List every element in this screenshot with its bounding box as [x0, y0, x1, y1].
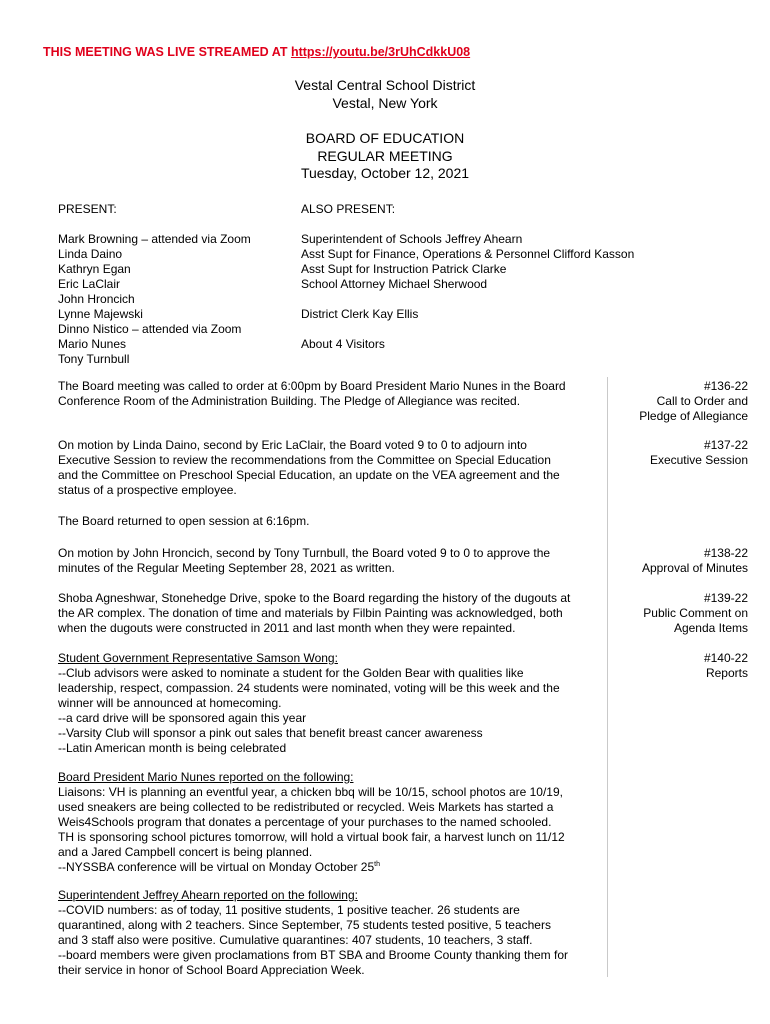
paragraph-line: TH is sponsoring school pictures tomorrow, will hold a virtual book fair, a harvest lunch on 11/12	[58, 830, 565, 844]
paragraph-line: On motion by Linda Daino, second by Eric LaClair, the Board voted 9 to 0 to adjourn into	[58, 438, 527, 452]
side-note	[608, 651, 748, 681]
side-note	[608, 438, 748, 468]
also-present-label: ALSO PRESENT:	[301, 202, 396, 216]
resolution-title: Reports	[705, 666, 748, 680]
resolution-number: #137-22	[703, 438, 748, 452]
executive-session-paragraph	[58, 438, 603, 498]
paragraph-line: Executive Session to review the recommendations from the Committee on Special Education	[58, 453, 551, 467]
ordinal-suffix: th	[374, 861, 380, 868]
paragraph-line: The Board returned to open session at 6:16pm.	[58, 514, 310, 528]
public-comment-paragraph	[58, 591, 603, 636]
resolution-title: Agenda Items	[673, 621, 748, 635]
paragraph-line: used sneakers are being collected to be redistributed or recycled. Weis Markets has started a	[58, 800, 554, 814]
also-present-list	[301, 232, 634, 352]
returned-paragraph	[58, 514, 603, 529]
staff-name: School Attorney Michael Sherwood	[301, 277, 488, 291]
student-rep-report	[58, 651, 603, 756]
paragraph-line: quarantined, along with 2 teachers. Since September, 75 students tested positive, 5 teachers	[58, 918, 551, 932]
paragraph-line: Conference Room of the Administration Building. The Pledge of Allegiance was recited.	[58, 394, 521, 408]
paragraph-line: Shoba Agneshwar, Stonehedge Drive, spoke to the Board regarding the history of the dugouts at	[58, 591, 571, 605]
member-name: Dinno Nistico – attended via Zoom	[58, 322, 242, 336]
district-name: Vestal Central School District	[294, 77, 476, 93]
visitors-count: About 4 Visitors	[301, 337, 385, 351]
paragraph-line: their service in honor of School Board Appreciation Week.	[58, 963, 365, 977]
member-name: Mario Nunes	[58, 337, 127, 351]
staff-name: Asst Supt for Instruction Patrick Clarke	[301, 262, 507, 276]
resolution-number: #138-22	[703, 546, 748, 560]
district-location: Vestal, New York	[332, 94, 438, 111]
paragraph-line: and the Committee on Preschool Special Education, an update on the VEA agreement and the	[58, 468, 560, 482]
resolution-number: #139-22	[703, 591, 748, 605]
member-name: Linda Daino	[58, 247, 123, 261]
paragraph-line: --Varsity Club will sponsor a pink out sales that benefit breast cancer awareness	[58, 726, 483, 740]
member-name: John Hroncich	[58, 292, 135, 306]
meeting-type: REGULAR MEETING	[317, 147, 453, 164]
district-clerk: District Clerk Kay Ellis	[301, 307, 419, 321]
paragraph-line: and 3 staff also were positive. Cumulative quarantines: 407 students, 10 teachers, 3 staff.	[58, 933, 533, 947]
paragraph-line: Liaisons: VH is planning an eventful year, a chicken bbq will be 10/15, school photos are 10/19,	[58, 785, 563, 799]
member-name: Eric LaClair	[58, 277, 121, 291]
side-note	[608, 591, 748, 636]
board-title: BOARD OF EDUCATION	[305, 130, 465, 146]
member-name: Mark Browning – attended via Zoom	[58, 232, 251, 246]
present-label: PRESENT:	[58, 202, 117, 216]
stream-link[interactable]: https://youtu.be/3rUhCdkkU08	[290, 45, 471, 59]
paragraph-line: minutes of the Regular Meeting September 28, 2021 as written.	[58, 561, 395, 575]
side-note	[608, 546, 748, 576]
nyssba-text: --NYSSBA conference will be virtual on Monday October 25	[58, 860, 375, 874]
meeting-date: Tuesday, October 12, 2021	[300, 165, 470, 181]
paragraph-line: --Latin American month is being celebrated	[58, 741, 287, 755]
district-header	[0, 77, 770, 112]
member-name: Tony Turnbull	[58, 352, 130, 366]
live-stream-banner	[43, 45, 470, 59]
paragraph-line: winner will be announced at homecoming.	[58, 696, 282, 710]
resolution-title: Approval of Minutes	[641, 561, 748, 575]
nyssba-line	[58, 860, 603, 875]
resolution-title: Pledge of Allegiance	[639, 409, 748, 423]
superintendent-heading: Superintendent Jeffrey Ahearn reported on the following:	[58, 888, 358, 902]
banner-text: THIS MEETING WAS LIVE STREAMED AT	[43, 45, 288, 59]
paragraph-line: the AR complex. The donation of time and materials by Filbin Painting was acknowledged, both	[58, 606, 563, 620]
paragraph-line: when the dugouts were constructed in 2011 and last month when they were repainted.	[58, 621, 516, 635]
side-note	[608, 379, 748, 424]
resolution-title: Executive Session	[649, 453, 748, 467]
president-report	[58, 770, 603, 875]
paragraph-line: status of a prospective employee.	[58, 483, 237, 497]
staff-name: Asst Supt for Finance, Operations & Personnel Clifford Kasson	[301, 247, 635, 261]
resolution-title: Call to Order and	[656, 394, 748, 408]
paragraph-line: On motion by John Hroncich, second by Tony Turnbull, the Board voted 9 to 0 to approve the	[58, 546, 551, 560]
paragraph-line: --Club advisors were asked to nominate a student for the Golden Bear with qualities like	[58, 666, 524, 680]
superintendent-report	[58, 888, 603, 978]
member-name: Lynne Majewski	[58, 307, 143, 321]
paragraph-line: --board members were given proclamations from BT SBA and Broome County thanking them for	[58, 948, 569, 962]
paragraph-line: leadership, respect, compassion. 24 students were nominated, voting will be this week and the	[58, 681, 560, 695]
resolution-number: #140-22	[703, 651, 748, 665]
resolution-title: Public Comment on	[643, 606, 748, 620]
resolution-number: #136-22	[703, 379, 748, 393]
president-heading: Board President Mario Nunes reported on the following:	[58, 770, 354, 784]
member-name: Kathryn Egan	[58, 262, 131, 276]
student-rep-heading: Student Government Representative Samson Wong:	[58, 651, 338, 665]
present-members-list	[58, 232, 251, 367]
minutes-paragraph	[58, 546, 603, 576]
paragraph-line: and a Jared Campbell concert is being planned.	[58, 845, 313, 859]
paragraph-line: The Board meeting was called to order at 6:00pm by Board President Mario Nunes in the Board	[58, 379, 566, 393]
paragraph-line: --a card drive will be sponsored again this year	[58, 711, 307, 725]
staff-name: Superintendent of Schools Jeffrey Ahearn	[301, 232, 523, 246]
call-to-order-paragraph	[58, 379, 603, 409]
paragraph-line: --COVID numbers: as of today, 11 positive students, 1 positive teacher. 26 students are	[58, 903, 520, 917]
meeting-header	[0, 130, 770, 183]
paragraph-line: Weis4Schools program that donates a percentage of your purchases to the named schooled.	[58, 815, 552, 829]
